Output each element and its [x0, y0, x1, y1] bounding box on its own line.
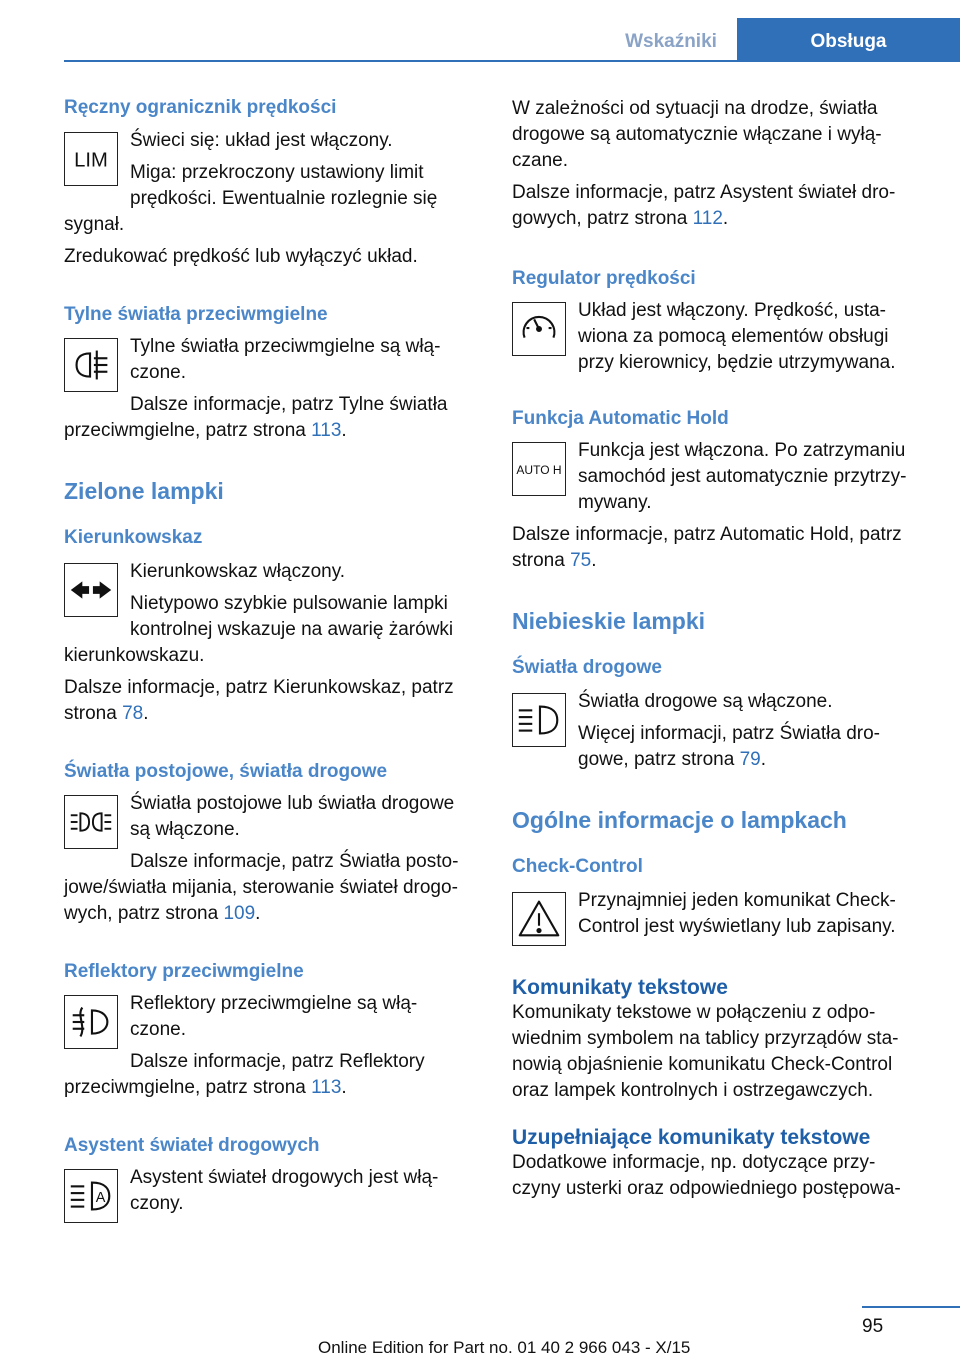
heading-green-lamps: Zielone lampki — [64, 478, 224, 504]
heading-check-control: Check-Control — [512, 856, 643, 877]
turn-text-2b: kontrolnej wskazuje na awarię żarówki — [130, 619, 454, 640]
parking-light-icon — [64, 795, 118, 849]
page-link-75[interactable]: 75 — [570, 550, 592, 571]
parking-text-1a: Światła postojowe lub światła drogowe — [130, 793, 455, 814]
highbeam-text-2a: Więcej informacji, patrz Światła dro- — [578, 723, 880, 744]
section-front-fog — [64, 961, 484, 1101]
extra-text-1b: czyny usterki oraz odpowiedniego postępowa- — [512, 1178, 901, 1199]
warning-triangle-icon — [512, 892, 566, 946]
intro-text-2b: gowych, patrz strona 112. — [512, 208, 729, 229]
check-text-1b: Control jest wyświetlany lub zapisany. — [578, 916, 896, 937]
highbeam-text-2b: gowe, patrz strona 79. — [578, 749, 767, 770]
page-link-112[interactable]: 112 — [692, 208, 723, 229]
front-fog-text-1b: czone. — [130, 1019, 186, 1040]
intro-text-1b: drogowe są automatycznie włączane i wyłą- — [512, 124, 882, 145]
page-number: 95 — [862, 1316, 884, 1337]
lim-icon — [64, 132, 118, 186]
heading-turn-signal: Kierunkowskaz — [64, 527, 203, 548]
cruise-text-1c: przy kierownicy, będzie utrzymywana. — [578, 352, 896, 373]
highbeam-text-1: Światła drogowe są włączone. — [578, 691, 833, 712]
turn-text-2a: Nietypowo szybkie pulsowanie lampki — [130, 593, 448, 614]
auto-hold-icon — [512, 442, 566, 496]
section-check-control — [512, 856, 932, 946]
section-high-beam-assist — [64, 1135, 484, 1223]
section-auto-hold — [512, 408, 932, 574]
svg-text:A: A — [95, 1189, 106, 1206]
section-text-messages — [512, 976, 932, 1104]
hba-text-1b: czony. — [130, 1193, 184, 1214]
right-column — [512, 96, 932, 1202]
front-fog-text-1a: Reflektory przeciwmgielne są włą- — [130, 993, 418, 1014]
lim-text-2b: prędkości. Ewentualnie rozlegnie się — [130, 188, 438, 209]
section-turn-signal — [64, 527, 484, 727]
lim-text-2c: sygnał. — [64, 214, 125, 235]
section-cruise-control — [512, 268, 932, 376]
high-beam-icon — [512, 693, 566, 747]
hold-text-1c: mywany. — [578, 492, 652, 513]
front-fog-light-icon — [64, 995, 118, 1049]
page-link-79[interactable]: 79 — [739, 749, 761, 770]
turn-text-3a: Dalsze informacje, patrz Kierunkowskaz, patrz — [64, 677, 454, 698]
rear-fog-text-2a: Dalsze informacje, patrz Tylne światła — [130, 394, 448, 415]
text-msg-1a: Komunikaty tekstowe w połączeniu z odpo- — [512, 1002, 876, 1023]
hold-text-1a: Funkcja jest włączona. Po zatrzymaniu — [578, 440, 906, 461]
heading-extra-messages: Uzupełniające komunikaty tekstowe — [512, 1126, 871, 1149]
text-msg-1c: nowią objaśnienie komunikatu Check-Control — [512, 1054, 893, 1075]
parking-text-2c: wych, patrz strona 109. — [64, 903, 261, 924]
tab-operation[interactable]: Obsługa — [737, 18, 960, 62]
section-rear-fog — [64, 304, 484, 444]
front-fog-text-2b: przeciwmgielne, patrz strona 113. — [64, 1077, 347, 1098]
turn-signal-icon — [64, 563, 118, 617]
section-high-beam — [512, 657, 932, 773]
turn-text-3b: strona 78. — [64, 703, 149, 724]
heading-text-messages: Komunikaty tekstowe — [512, 976, 728, 999]
heading-lim: Ręczny ogranicznik prędkości — [64, 97, 337, 118]
rear-fog-text-1b: czone. — [130, 362, 186, 383]
check-text-1a: Przynajmniej jeden komunikat Check- — [578, 890, 896, 911]
intro-text-1c: czane. — [512, 150, 568, 171]
extra-text-1a: Dodatkowe informacje, np. dotyczące przy- — [512, 1152, 876, 1173]
rear-fog-text-1a: Tylne światła przeciwmgielne są włą- — [130, 336, 441, 357]
edition-note: Online Edition for Part no. 01 40 2 966 043 - X/15 — [318, 1338, 691, 1357]
hold-text-1b: samochód jest automatycznie przytrzy- — [578, 466, 907, 487]
page-link-113b[interactable]: 113 — [311, 1077, 342, 1098]
svg-text:LIM: LIM — [74, 149, 108, 172]
cruise-text-1b: wiona za pomocą elementów obsługi — [578, 326, 889, 347]
hold-text-2a: Dalsze informacje, patrz Automatic Hold, patrz — [512, 524, 902, 545]
svg-text:AUTO H: AUTO H — [516, 462, 562, 477]
heading-high-beam-assist: Asystent świateł drogowych — [64, 1135, 320, 1156]
page-link-113[interactable]: 113 — [311, 420, 342, 441]
heading-parking-lights: Światła postojowe, światła drogowe — [64, 761, 388, 782]
heading-rear-fog: Tylne światła przeciwmgielne — [64, 304, 328, 325]
turn-text-2c: kierunkowskazu. — [64, 645, 205, 666]
cruise-text-1a: Układ jest włączony. Prędkość, usta- — [578, 300, 886, 321]
cruise-control-icon — [512, 302, 566, 356]
header-divider — [64, 60, 960, 62]
page-link-78[interactable]: 78 — [122, 703, 144, 724]
lim-text-2a: Miga: przekroczony ustawiony limit — [130, 162, 424, 183]
hba-text-1a: Asystent świateł drogowych jest włą- — [130, 1167, 439, 1188]
section-hba-continued — [512, 96, 932, 232]
parking-text-1b: są włączone. — [130, 819, 240, 840]
rear-fog-text-2b: przeciwmgielne, patrz strona 113. — [64, 420, 347, 441]
heading-auto-hold: Funkcja Automatic Hold — [512, 408, 729, 429]
tab-indicators[interactable]: Wskaźniki — [625, 31, 717, 52]
heading-cruise-control: Regulator prędkości — [512, 268, 696, 289]
footer-divider — [862, 1306, 960, 1308]
rear-fog-light-icon — [64, 338, 118, 392]
intro-text-2a: Dalsze informacje, patrz Asystent świateł dro- — [512, 182, 896, 203]
section-extra-messages — [512, 1126, 932, 1202]
section-parking-lights — [64, 761, 484, 927]
parking-text-2b: jowe/światła mijania, sterowanie świateł drogo- — [64, 877, 458, 898]
text-msg-1b: wiednim symbolem na tablicy przyrządów sta- — [512, 1028, 899, 1049]
parking-text-2a: Dalsze informacje, patrz Światła posto- — [130, 851, 459, 872]
high-beam-assist-icon — [64, 1169, 118, 1223]
heading-general-info: Ogólne informacje o lampkach — [512, 807, 847, 833]
turn-text-1: Kierunkowskaz włączony. — [130, 561, 346, 582]
page-link-109[interactable]: 109 — [223, 903, 256, 924]
front-fog-text-2a: Dalsze informacje, patrz Reflektory — [130, 1051, 425, 1072]
section-lim — [64, 96, 484, 270]
text-msg-1d: oraz lampek kontrolnych i ostrzegawczych. — [512, 1080, 874, 1101]
lim-text-3: Zredukować prędkość lub wyłączyć układ. — [64, 246, 418, 267]
header-bar — [0, 0, 960, 62]
heading-high-beam: Światła drogowe — [512, 657, 662, 678]
left-column — [64, 96, 484, 1223]
heading-front-fog: Reflektory przeciwmgielne — [64, 961, 304, 982]
lim-text-1: Świeci się: układ jest włączony. — [130, 130, 393, 151]
heading-blue-lamps: Niebieskie lampki — [512, 608, 706, 634]
intro-text-1a: W zależności od sytuacji na drodze, światła — [512, 98, 878, 119]
hold-text-2b: strona 75. — [512, 550, 597, 571]
